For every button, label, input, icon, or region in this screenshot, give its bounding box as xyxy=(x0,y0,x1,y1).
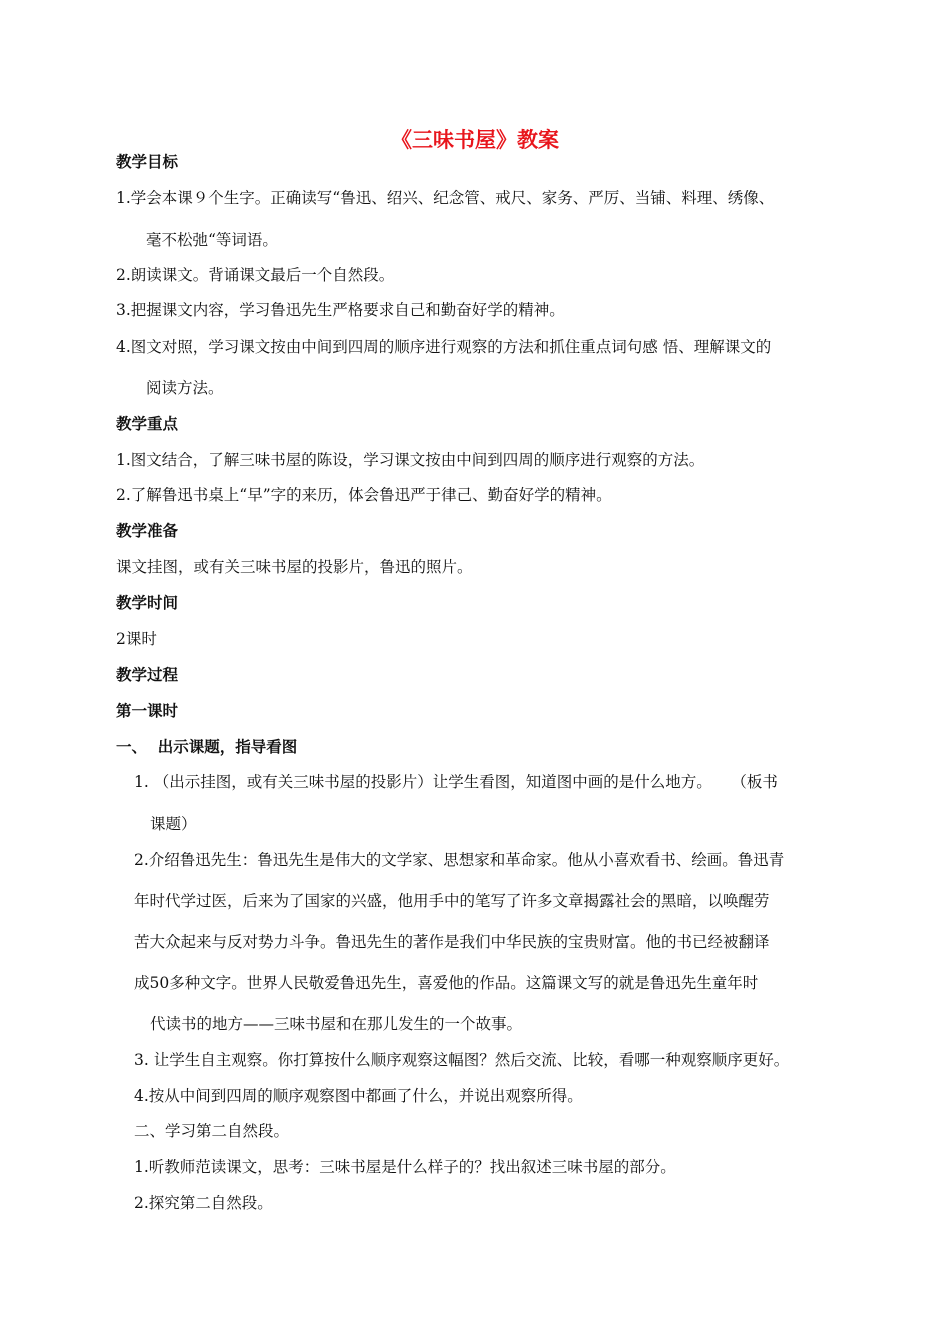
part2-item-1: 1.听教师范读课文，思考：三味书屋是什么样子的？找出叙述三味书屋的部分。 xyxy=(134,1158,676,1176)
part1-item-1: 1. （出示挂图，或有关三味书屋的投影片）让学生看图，知道图中画的是什么地方。 （板书 xyxy=(134,773,778,791)
goal-item-1: 1.学会本课９个生字。正确读写“鲁迅、绍兴、纪念管、戒尺、家务、严厉、当铺、料理、绣像、 xyxy=(116,189,775,207)
time-heading: 教学时间 xyxy=(116,594,179,612)
prep-heading: 教学准备 xyxy=(116,522,179,540)
time-text: 2课时 xyxy=(116,630,157,648)
focus-item-2: 2.了解鲁迅书桌上“早”字的来历，体会鲁迅严于律己、勤奋好学的精神。 xyxy=(116,486,612,504)
page-title: 《三味书屋》教案 xyxy=(391,128,559,152)
part2-item-2: 2.探究第二自然段。 xyxy=(134,1194,273,1212)
part1-item-2-line5: 代读书的地方——三味书屋和在那儿发生的一个故事。 xyxy=(150,1015,523,1033)
part1-heading: 一、 出示课题，指导看图 xyxy=(116,738,298,756)
focus-item-1: 1.图文结合，了解三味书屋的陈设，学习课文按由中间到四周的顺序进行观察的方法。 xyxy=(116,451,705,469)
lesson1-heading: 第一课时 xyxy=(116,702,179,720)
prep-text: 课文挂图，或有关三味书屋的投影片，鲁迅的照片。 xyxy=(116,558,473,576)
part1-item-3: 3. 让学生自主观察。你打算按什么顺序观察这幅图？然后交流、比较，看哪一种观察顺序更好。 xyxy=(134,1051,790,1069)
goal-item-4: 4.图文对照，学习课文按由中间到四周的顺序进行观察的方法和抓住重点词句感 悟、理解课文的 xyxy=(116,338,772,356)
focus-heading: 教学重点 xyxy=(116,415,179,433)
part1-item-4: 4.按从中间到四周的顺序观察图中都画了什么，并说出观察所得。 xyxy=(134,1087,583,1105)
part1-item-2-line4: 成50多种文字。世界人民敬爱鲁迅先生，喜爱他的作品。这篇课文写的就是鲁迅先生童年时 xyxy=(134,974,759,992)
part1-item-2: 2.介绍鲁迅先生：鲁迅先生是伟大的文学家、思想家和革命家。他从小喜欢看书、绘画。鲁迅青 xyxy=(134,851,785,869)
part1-item-1-cont: 课题） xyxy=(150,815,197,833)
part1-item-2-line3: 苦大众起来与反对势力斗争。鲁迅先生的著作是我们中华民族的宝贵财富。他的书已经被翻译 xyxy=(134,933,770,951)
goal-item-1-cont: 毫不松弛“等词语。 xyxy=(146,231,278,249)
part1-item-2-line2: 年时代学过医，后来为了国家的兴盛，他用手中的笔写了许多文章揭露社会的黑暗，以唤醒劳 xyxy=(134,892,770,910)
goal-item-4-cont: 阅读方法。 xyxy=(146,379,224,397)
goals-heading: 教学目标 xyxy=(116,153,179,171)
process-heading: 教学过程 xyxy=(116,666,179,684)
goal-item-3: 3.把握课文内容，学习鲁迅先生严格要求自己和勤奋好学的精神。 xyxy=(116,301,565,319)
goal-item-2: 2.朗读课文。背诵课文最后一个自然段。 xyxy=(116,266,395,284)
part2-heading: 二、学习第二自然段。 xyxy=(134,1122,290,1140)
